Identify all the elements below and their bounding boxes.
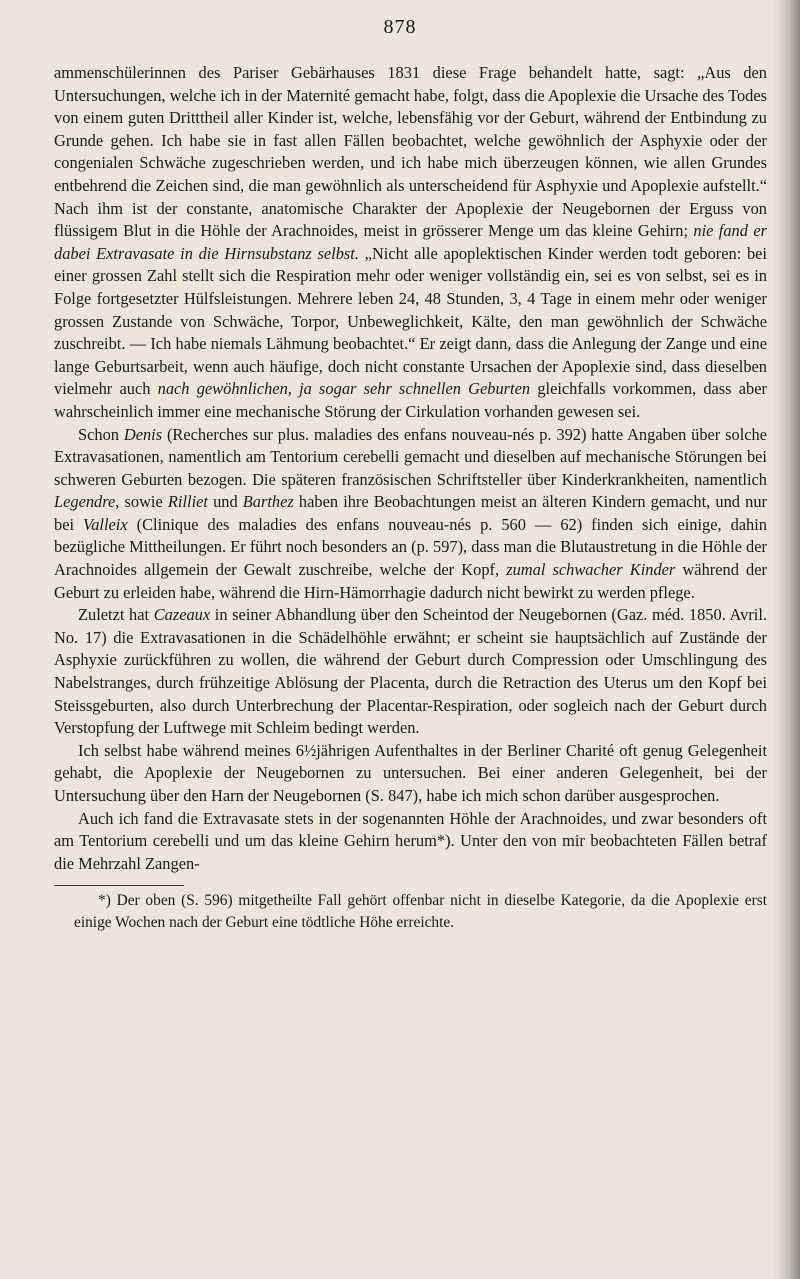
text-run: Ich selbst habe während meines 6½jährigen Aufenthaltes in der Berliner Charité oft genug Gelegenheit gehabt, die Apoplexie der Neugebornen zu untersuchen. Bei einer anderen Gelegenheit, bei der Untersuchung über den Harn der Neugebornen (S. 847), habe ich mich schon darüber ausgesprochen. (54, 740, 767, 805)
text-run: Zuletzt hat (78, 605, 154, 625)
text-run: haben ihre Beobachtungen meist an älteren Kindern gemacht, und nur bei (54, 492, 767, 534)
italic-text: Cazeaux (153, 605, 211, 625)
text-run: gleichfalls vorkommen, dass aber wahrscheinlich immer eine mechanische Störung der Cirkulation vorhanden gewesen sei. (54, 379, 767, 421)
paragraph (54, 424, 767, 605)
italic-text: Legendre (54, 492, 116, 512)
text-run: in seiner Abhandlung über den Scheintod der Neugebornen (Gaz. méd. 1850. Avril. No. 17) die Extravasationen in die Schädelhöhle erwähnt; er scheint sie hauptsächlich auf Zustände der Asphyxie zurückführen zu wollen, die während der Geburt durch Compression oder Umschlingung des Nabelstranges, durch frühzeitige Ablösung der Placenta, durch die Retraction des Uterus um den Kopf bei Steissgeburten, also durch Unterbrechung der Placentar-Respiration, oder sogleich nach der Geburt durch Verstopfung der Luftwege mit Schleim bedingt werden. (54, 605, 767, 738)
italic-text: nach gewöhnlichen, ja sogar sehr schnellen Geburten (157, 379, 531, 399)
text-run: Auch ich fand die Extravasate stets in der sogenannten Höhle der Arachnoides, und zwar besonders oft am Tentorium cerebelli und um das kleine Gehirn herum*). Unter den von mir beobachteten Fällen betraf die Mehrzahl Zangen- (54, 808, 767, 873)
text-run: während der Geburt zu erleiden habe, während die Hirn-Hämorrhagie dadurch nicht bewirkt zu werden pflege. (54, 560, 767, 602)
text-run: „Nicht alle apoplektischen Kinder werden todt geboren: bei einer grossen Zahl stellt sich die Respiration mehr oder weniger vollständig ein, sei es von selbst, sei es in Folge fortgesetzter Hülfsleistungen. Mehrere leben 24, 48 Stunden, 3, 4 Tage in einem mehr oder weniger grossen Zustande von Schwäche, Torpor, Unbeweglichkeit, Kälte, den man gewöhnlich der Schwäche zuschreibt. — Ich habe niemals Lähmung beobachtet.“ Er zeigt dann, dass die Anlegung der Zange und eine lange Geburtsarbeit, wenn auch häufige, doch nicht constante Ursachen der Apoplexie sind, dass dieselben vielmehr auch (54, 243, 767, 399)
paragraph (54, 604, 767, 740)
paragraph (54, 740, 767, 808)
paragraph (54, 808, 767, 876)
text-run: (Clinique des maladies des enfans nouveau-nés p. 560 — 62) finden sich einige, dahin bezügliche Mittheilungen. Er führt noch besonders an (p. 597), dass man die Blutaustretung in die Höhle der Arachnoides allgemein der Gewalt zuschreibe, welche der Kopf, (54, 514, 767, 580)
paragraph-container (54, 62, 767, 875)
text-run: Schon (78, 424, 124, 444)
paragraph (54, 62, 767, 424)
page-edge-shadow (774, 0, 800, 1279)
italic-text: zumal schwacher Kinder (506, 560, 676, 580)
text-run: , sowie (115, 492, 168, 512)
body-text (54, 62, 767, 934)
footnote-rule (54, 885, 184, 886)
italic-text: Barthez (242, 492, 294, 512)
italic-text: Denis (123, 424, 163, 444)
page-number: 878 (383, 16, 417, 38)
text-run: ammenschülerinnen des Pariser Gebärhauses 1831 diese Frage behandelt hatte, sagt: „Aus den Untersuchungen, welche ich in der Maternité gemacht habe, folgt, dass die Apoplexie die Ursache des Todes von einem guten Dritttheil aller Kinder ist, welche, lebensfähig vor der Geburt, während der Entbindung zu Grunde gehen. Ich habe sie in fast allen Fällen beobachtet, welche gewöhnlich der Asphyxie oder der congenialen Schwäche zugeschrieben werden, und ich habe mich überzeugen können, wie allen Grundes entbehrend die Zeichen sind, die man gewöhnlich als unterscheidend für Asphyxie und Apoplexie aufstellt.“ Nach ihm ist der constante, anatomische Charakter der Apoplexie der Neugebornen der Erguss von flüssigem Blut in die Höhle der Arachnoides, meist in grösserer Menge um das kleine Gehirn; (54, 63, 767, 241)
footnote: *) Der oben (S. 596) mitgetheilte Fall gehört offenbar nicht in dieselbe Kategorie, da die Apoplexie erst einige Wochen nach der Geburt eine tödtliche Höhe erreichte. (74, 892, 767, 932)
text-run: (Recherches sur plus. maladies des enfans nouveau-nés p. 392) hatte Angaben über solche Extravasationen, namentlich am Tentorium cerebelli gemacht und dieselben auf mechanische Störungen bei schweren Geburten bezogen. Die späteren französischen Schriftsteller über Kinderkrankheiten, namentlich (54, 424, 768, 489)
italic-text: nie fand er dabei Extravasate in die Hirnsubstanz selbst. (54, 221, 767, 263)
italic-text: Valleix (83, 514, 128, 534)
italic-text: Rilliet (167, 492, 208, 512)
text-run: und (207, 492, 243, 512)
